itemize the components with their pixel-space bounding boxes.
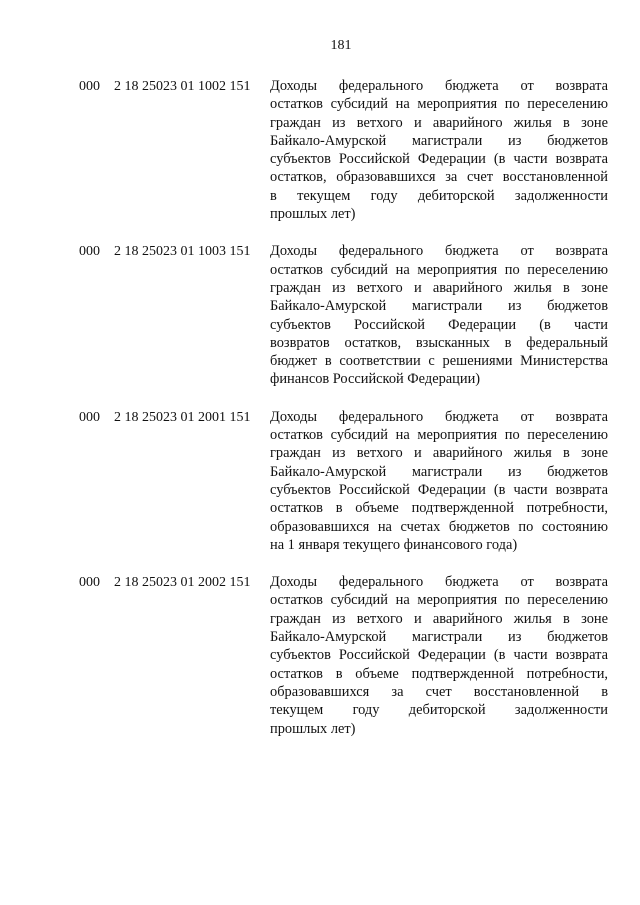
budget-classification-code: 2 18 25023 01 1002 151	[114, 79, 251, 94]
description-line: остатков субсидий на мероприятия по переселению	[270, 592, 608, 609]
description-line: образовавшихся на счетах бюджетов по состоянию	[270, 518, 608, 535]
budget-classification-code: 2 18 25023 01 1003 151	[114, 244, 251, 260]
description-line: остатков, образовавшихся за счет восстановленной	[270, 169, 608, 186]
description-line: текущем году дебиторской задолженности	[270, 702, 608, 719]
page-number: 181	[330, 38, 352, 53]
revenue-description	[270, 242, 608, 388]
description-line: граждан из ветхого и аварийного жилья в зоне	[270, 610, 608, 627]
classification-list	[79, 77, 609, 757]
description-line: Доходы федерального бюджета от возврата	[270, 408, 608, 425]
description-line: остатков субсидий на мероприятия по переселению	[270, 261, 608, 278]
description-line: остатков субсидий на мероприятия по переселению	[270, 96, 608, 113]
classification-entry	[79, 77, 609, 223]
revenue-description	[270, 77, 608, 223]
classification-entry	[79, 573, 609, 738]
description-line: возвратов остатков, взысканных в федеральный	[270, 334, 608, 351]
description-line: на 1 января текущего финансового года)	[270, 536, 518, 553]
revenue-description	[270, 573, 608, 738]
description-line: Байкало-Амурской магистрали из бюджетов	[270, 629, 608, 646]
description-line: субъектов Российской Федерации (в части возврата	[270, 481, 608, 498]
description-line: Доходы федерального бюджета от возврата	[270, 78, 608, 94]
description-line: Доходы федерального бюджета от возврата	[270, 574, 608, 591]
administrator-code: 000	[79, 244, 100, 260]
administrator-code: 000	[79, 79, 100, 94]
description-line: остатков в объеме подтвержденной потребности,	[270, 500, 608, 517]
description-line: субъектов Российской Федерации (в части возврата	[270, 647, 608, 664]
administrator-code: 000	[79, 575, 100, 591]
description-line: финансов Российской Федерации)	[270, 371, 481, 388]
description-line: субъектов Российской Федерации (в части	[270, 316, 608, 333]
description-line: Байкало-Амурской магистрали из бюджетов	[270, 298, 608, 315]
description-line: прошлых лет)	[270, 206, 356, 223]
description-line: граждан из ветхого и аварийного жилья в зоне	[270, 114, 608, 131]
administrator-code: 000	[79, 409, 100, 425]
description-line: в текущем году дебиторской задолженности	[270, 187, 608, 204]
budget-classification-code: 2 18 25023 01 2001 151	[114, 409, 251, 425]
description-line: остатков в объеме подтвержденной потребности,	[270, 665, 608, 682]
description-line: граждан из ветхого и аварийного жилья в зоне	[270, 445, 608, 462]
description-line: остатков субсидий на мероприятия по переселению	[270, 427, 608, 444]
budget-classification-code: 2 18 25023 01 2002 151	[114, 575, 251, 591]
description-line: Байкало-Амурской магистрали из бюджетов	[270, 463, 608, 480]
classification-entry	[79, 242, 609, 388]
description-line: бюджет в соответствии с решениями Министерства	[270, 353, 608, 370]
description-line: субъектов Российской Федерации (в части возврата	[270, 151, 608, 168]
revenue-description	[270, 408, 608, 554]
description-line: Байкало-Амурской магистрали из бюджетов	[270, 132, 608, 149]
description-line: Доходы федерального бюджета от возврата	[270, 243, 608, 260]
description-line: граждан из ветхого и аварийного жилья в зоне	[270, 279, 608, 296]
description-line: прошлых лет)	[270, 720, 356, 737]
classification-entry	[79, 408, 609, 554]
description-line: образовавшихся за счет восстановленной в	[270, 683, 608, 700]
